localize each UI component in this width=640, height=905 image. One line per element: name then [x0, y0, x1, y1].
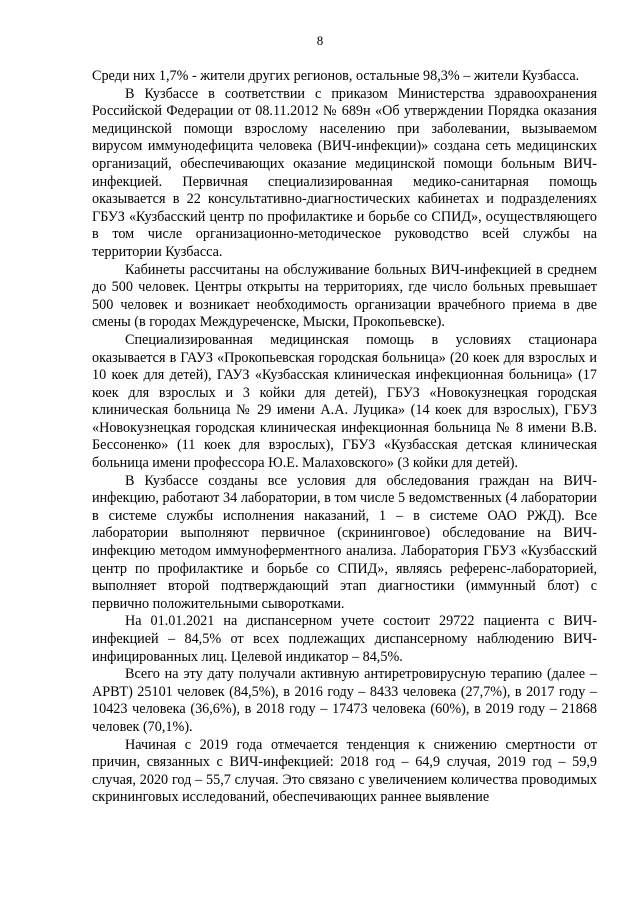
paragraph-residents-share: Среди них 1,7% - жители других регионов, остальные 98,3% – жители Кузбасса. — [92, 68, 580, 84]
paragraph-arvt-therapy: Всего на эту дату получали активную антиретровирусную терапию (далее – АРВТ) 25101 человек (84,5%), в 2016 году – 8433 человека (27,7%), в 2017 году – 10423 человека (36,6%), в 2018 году – 17473 человека (60%), в 2019 году – 21868 человек (70,1%). — [92, 666, 597, 735]
paragraph-dispensary-registration: На 01.01.2021 на диспансерном учете состоит 29722 пациента с ВИЧ-инфекцией – 84,5% от всех подлежащих диспансерному наблюдению ВИЧ-инфицированных лиц. Целевой индикатор – 84,5%. — [92, 613, 597, 665]
paragraph-medical-network: В Кузбассе в соответствии с приказом Министерства здравоохранения Российской Федерации от 08.11.2012 № 689н «Об утверждении Порядка оказания медицинской помощи взрослому населению при заболевании, вызываемом вирусом иммунодефицита человека (ВИЧ-инфекции)» создана сеть медицинских организаций, обеспечивающих оказание медицинской помощи больным ВИЧ-инфекцией. Первичная специализированная медико-санитарная помощь оказывается в 22 консультативно-диагностических кабинетах и подразделениях ГБУЗ «Кузбасский центр по профилактике и борьбе со СПИД», осуществляющего в том числе организационно-методическое руководство всей службы на территории Кузбасса. — [92, 85, 597, 260]
paragraph-mortality-trend: Начиная с 2019 года отмечается тенденция к снижению смертности от причин, связанных с ВИЧ-инфекцией: 2018 год – 64,9 случая, 2019 год – 59,9 случая, 2020 год – 55,7 случая. Это связано с увеличением количества проводимых скрининговых исследований, обеспечивающих раннее выявление — [92, 736, 597, 806]
body-text — [92, 68, 597, 807]
paragraph-offices-capacity: Кабинеты рассчитаны на обслуживание больных ВИЧ-инфекцией в среднем до 500 человек. Центры открыты на территориях, где число больных превышает 500 человек и возникает необходимость организации врачебного приема в две смены (в городах Междуреченске, Мыски, Прокопьевске). — [92, 261, 597, 331]
page-number: 8 — [316, 33, 324, 48]
paragraph-laboratories: В Кузбассе созданы все условия для обследования граждан на ВИЧ-инфекцию, работают 34 лаборатории, в том числе 5 ведомственных (4 лаборатории в системе службы исполнения наказаний, 1 – в системе ОАО РЖД). Все лаборатории выполняют первичное (скрининговое) обследование на ВИЧ-инфекцию методом иммуноферментного анализа. Лаборатория ГБУЗ «Кузбасский центр по профилактике и борьбе со СПИД», являясь референс-лабораторией, выполняет второй подтверждающий этап диагностики (иммунный блот) с первично положительными сыворотками. — [92, 472, 597, 612]
paragraph-inpatient-care: Специализированная медицинская помощь в условиях стационара оказывается в ГАУЗ «Прокопьевская городская больница» (20 коек для взрослых и 10 коек для детей), ГАУЗ «Кузбасская клиническая инфекционная больница» (17 коек для взрослых и 3 койки для детей), ГБУЗ «Новокузнецкая городская клиническая больница № 29 имени А.А. Луцика» (14 коек для взрослых), ГБУЗ «Новокузнецкая городская клиническая инфекционная больница № 8 имени В.В. Бессоненко» (11 коек для взрослых), ГБУЗ «Кузбасская детская клиническая больница имени профессора Ю.Е. Малаховского» (3 койки для детей). — [92, 331, 597, 472]
